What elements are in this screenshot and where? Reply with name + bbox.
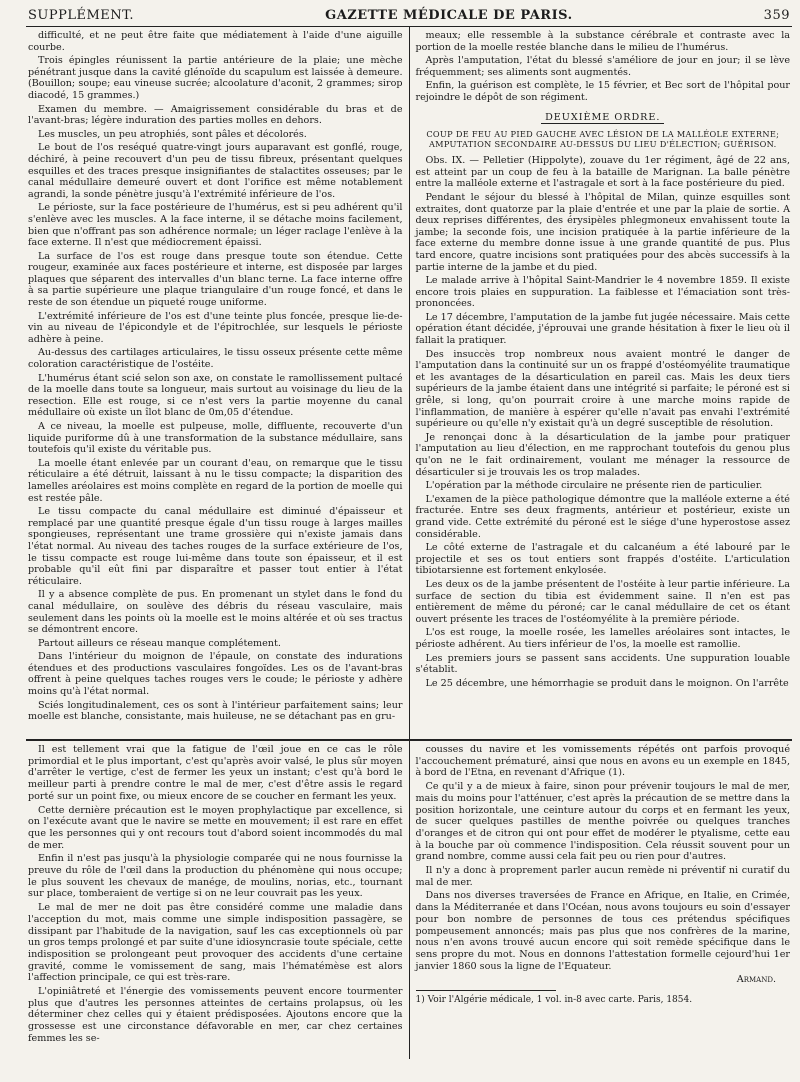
paragraph: Les premiers jours se passent sans accidents. Une suppuration louable s'établit. [415,652,790,676]
lower-right-text [416,744,791,972]
paragraph: Le bout de l'os reséqué quatre-vingt jours auparavant est gonflé, rouge, déchiré, à peine recouvert d'un peu de tissu fibreux, présentant quelques esquilles et des traces presque insignifiantes de stalactites osseuses; par le canal médullaire demeuré ouvert et dont l'orifice est même notablement agrandi, la sonde pénètre jusqu'à l'extrémité inférieure de l'os. [28,142,403,200]
order-heading [416,112,791,124]
paragraph: Dans nos diverses traversées de France en Afrique, en Italie, en Crimée, dans la Méditerranée et dans l'Océan, nous avons toujours eu soin d'essayer pour bon nombre de personnes de tous ces prétendus spécifiques pompeusement annoncés; mais pas plus que nos confrères de la marine, nous n'en avons trouvé aucun encore qui soit remède spécifique dans le sens propre du mot. Nous en donnons l'attestation formelle cejourd'hui 1er janvier 1860 sous la ligne de l'Equateur. [415,890,790,972]
header-section: SUPPLÉMENT. [28,8,135,23]
paragraph: Enfin, la guérison est complète, le 15 février, et Bec sort de l'hôpital pour rejoindre le dépôt de son régiment. [415,80,790,103]
paragraph: L'opération par la méthode circulaire ne présente rien de particulier. [425,480,763,492]
case-title: COUP DE FEU AU PIED GAUCHE AVEC LÉSION DE LA MALLÉOLE EXTERNE; AMPUTATION SECONDAIRE AU-DESSUS DU LIEU D'ÉLECTION; GUÉRISON. [426,129,780,150]
upper-section [26,27,792,741]
upper-right-column [409,27,793,739]
paragraph: Dans l'intérieur du moignon de l'épaule, on constate des indurations étendues et des productions vasculaires fongoïdes. Les os de l'avant-bras offrent à peine quelques taches rouges vers le coude; le périoste y adhère moins qu'à l'état normal. [28,651,403,698]
paragraph: L'extrémité inférieure de l'os est d'une teinte plus foncée, presque lie-de-vin au niveau de l'épicondyle et de l'épitrochlée, sur lesquels le périoste adhère à peine. [28,310,403,345]
paragraph: Des insuccès trop nombreux nous avaient montré le danger de l'amputation dans la continuité sur un os frappé d'ostéomyélite traumatique et les avantages de la désarticulation en pareil cas. Mais les deux tiers supérieurs de la jambe étaient dans une intégrité si parfaite; le péroné est si grêle, si long, qu'on pourrait croire à une marche moins rapide de l'inflammation, de manière à espérer qu'elle n'avait pas envahi l'extrémité supérieure ou qu'elle n'y existait qu'à un degré susceptible de résolution. [415,348,790,430]
observation-ix [416,155,791,689]
paragraph: Pendant le séjour du blessé à l'hôpital de Milan, quinze esquilles sont extraites, dont quatorze par la plaie d'entrée et une par la plaie de sortie. A deux reprises différentes, des érysipèles phlegmoneux envahissent toute la jambe; la seconde fois, une incision pratiquée à la partie inférieure de la face externe du membre donne issue à une grande quantité de pus. Plus tard encore, quatre incisions sont pratiquées pour des abcès successifs à la partie interne de la jambe et du pied. [415,191,790,273]
paragraph: Le 25 décembre, une hémorrhagie se produit dans le moignon. On l'arrête [425,677,789,689]
paragraph: Les muscles, un peu atrophiés, sont pâles et décolorés. [38,128,307,140]
paragraph: Il y a absence complète de pus. En promenant un stylet dans le fond du canal médullaire, on soulève des débris du réseau vasculaire, mais seulement dans les points où la moelle est le moins altérée et où ses tractus se démontrent encore. [28,589,403,636]
author-signature: Armand. [736,974,776,986]
lower-right-column [409,741,793,1059]
paragraph: Cette dernière précaution est le moyen prophylactique par excellence, si on l'exécute avant que le navire se mette en mouvement; il est rare en effet que les personnes qui y ont recours tout d'abord soient incommodés du mal de mer. [28,804,403,851]
paragraph: Ce qu'il y a de mieux à faire, sinon pour prévenir toujours le mal de mer, mais du moins pour l'atténuer, c'est après la précaution de se mettre dans la position horizontale, une ceinture autour du corps et en fermant les yeux, de sucer quelques pastilles de menthe poivrée ou quelques tranches d'oranges et de citron qui ont pour effet de modérer le ptyalisme, cette eau à la bouche par où commence l'indisposition. Cela réussit souvent pour un grand nombre, comme aussi cela fait peu ou rien pour d'autres. [415,781,790,863]
paragraph: Il est tellement vrai que la fatigue de l'œil joue en ce cas le rôle primordial et le plus important, c'est qu'après avoir valsé, le plus sûr moyen d'arrêter le vertige, c'est de fermer les yeux un instant; c'est qu'à bord le meilleur parti à prendre contre le mal de mer, c'est d'être assis le regard porté sur un point fixe, ou mieux encore de se coucher en fermant les yeux. [28,744,403,802]
paragraph: A ce niveau, la moelle est pulpeuse, molle, diffluente, recouverte d'un liquide puriforme dû à une transformation de la substance médullaire, sans toutefois qu'il existe du véritable pus. [28,421,403,456]
paragraph: L'os est rouge, la moelle rosée, les lamelles aréolaires sont intactes, le périoste adhérent. Au tiers inférieur de l'os, la moelle est ramollie. [415,627,790,650]
upper-left-column [26,27,409,739]
paragraph: L'humérus étant scié selon son axe, on constate le ramollissement pultacé de la moelle dans toute sa longueur, mais surtout au voisinage du lieu de la resection. Elle est rouge, si ce n'est vers la partie moyenne du canal médullaire où existe un îlot blanc de 0m,05 d'étendue. [28,372,403,419]
paragraph: meaux; elle ressemble à la substance cérébrale et contraste avec la portion de la moelle restée blanche dans le milieu de l'humérus. [415,30,790,53]
paragraph: difficulté, et ne peut être faite que médiatement à l'aide d'une aiguille courbe. [28,30,403,53]
paragraph: Obs. IX. — Pelletier (Hippolyte), zouave du 1er régiment, âgé de 22 ans, est atteint par un coup de feu à la bataille de Marignan. La balle pénètre entre la malléole externe et l'astragale et sort à la face postérieure du pied. [415,155,790,190]
paragraph: L'opiniâtreté et l'énergie des vomissements peuvent encore tourmenter plus que d'autres les personnes atteintes de certains prolapsus, où les déterminer chez celles qui y étaient prédisposées. Ajoutons encore que la grossesse est une circonstance défavorable en mer, car chez certaines femmes les se- [28,986,403,1044]
paragraph: Après l'amputation, l'état du blessé s'améliore de jour en jour; il se lève fréquemment; ses aliments sont augmentés. [415,55,790,78]
paragraph: Le mal de mer ne doit pas être considéré comme une maladie dans l'acception du mot, mais comme une simple indisposition passagère, se dissipant par l'habitude de la navigation, sauf les cas exceptionnels où par un gros temps prolongé et par suite d'une idiosyncrasie toute spéciale, cette indisposition se prolongeant peut provoquer des accidents d'une certaine gravité, comme le vomissement de sang, mais l'hématémèse est alors l'affection principale, ce qui est très-rare. [28,902,403,984]
footnote: 1) Voir l'Algérie médicale, 1 vol. in-8 avec carte. Paris, 1854. [415,995,693,1006]
paragraph: Au-dessus des cartilages articulaires, le tissu osseux présente cette même coloration caractéristique de l'ostéite. [28,347,403,371]
paragraph: Enfin il n'est pas jusqu'à la physiologie comparée qui ne nous fournisse la preuve du rôle de l'œil dans la production du phénomène qui nous occupe; le plus souvent les chevaux de manége, de moulins, norias, etc., tournant sur place, tomberaient de vertige si on ne leur couvrait pas les yeux. [28,853,403,900]
paragraph: Sciés longitudinalement, ces os sont à l'intérieur parfaitement sains; leur moelle est blanche, consistante, mais huileuse, ne se détachant pas en gru- [28,699,403,723]
paragraph: Je renonçai donc à la désarticulation de la jambe pour pratiquer l'amputation au lieu d'élection, en me rapprochant toutefois du genou plus qu'on ne le fait ordinairement, voulant me ménager la ressource de désarticuler si je trouvais les os trop malades. [415,431,790,478]
page-number: 359 [763,8,790,23]
paragraph: Partout ailleurs ce réseau manque complétement. [38,637,281,649]
paragraph: Il n'y a donc à proprement parler aucun remède ni préventif ni curatif du mal de mer. [415,865,790,888]
lower-left-column [26,741,409,1059]
paragraph: Le côté externe de l'astragale et du calcanéum a été labouré par le projectile et ses os tout entiers sont frappés d'ostéite. L'articulation tibiotarsienne est fortement enkylosée. [415,542,790,577]
lower-section [26,741,792,1059]
paragraph: Le malade arrive à l'hôpital Saint-Mandrier le 4 novembre 1859. Il existe encore trois plaies en suppuration. La faiblesse et l'émaciation sont très-prononcées. [415,275,790,310]
case-conclusion [416,30,791,104]
footnote-rule [416,990,556,991]
paragraph: Le 17 décembre, l'amputation de la jambe fut jugée nécessaire. Mais cette opération étant décidée, j'éprouvai une grande hésitation à fixer le lieu où il fallait la pratiquer. [415,311,790,347]
paragraph: La surface de l'os est rouge dans presque toute son étendue. Cette rougeur, examinée aux faces postérieure et interne, est disposée par larges plaques que séparent des intervalles d'un blanc terne. La face interne offre à sa partie supérieure une plaque triangulaire d'un rouge foncé, et dans le reste de son étendue un piqueté rouge uniforme. [28,250,403,309]
paragraph: Examen du membre. — Amaigrissement considérable du bras et de l'avant-bras; légère induration des parties molles en dehors. [28,103,403,127]
paragraph: Le périoste, sur la face postérieure de l'humérus, est si peu adhérent qu'il s'enlève avec les muscles. A la face interne, il se détache moins facilement, bien que n'offrant pas son adhérence normale; un léger raclage l'enlève à la face externe. Il n'est que médiocrement épaissi. [28,202,403,249]
order-heading-text: DEUXIÈME ORDRE. [541,112,664,124]
paragraph: Trois épingles réunissent la partie antérieure de la plaie; une mèche pénétrant jusque dans la cavité glénoïde du scapulum est laissée à demeure. (Bouillon; soupe; eau vineuse sucrée; alcoolature d'aconit, 2 grammes; sirop diacodé, 15 grammes.) [28,55,403,101]
paragraph: Le tissu compacte du canal médullaire est diminué d'épaisseur et remplacé par une quantité presque égale d'un tissu rouge à larges mailles spongieuses, représentant une trame grossière qui n'existe jamais dans l'état normal. Au niveau des taches rouges de la surface extérieure de l'os, le tissu compacte est rouge lui-même dans toute son épaisseur, et il est probable qu'il eût fini par disparaître et passer tout entier à l'état réticulaire. [28,506,403,587]
paragraph: L'examen de la pièce pathologique démontre que la malléole externe a été fracturée. Entre ses deux fragments, antérieur et postérieur, existe un grand vide. Cette extrémité du péroné est le siége d'une hyperostose assez considérable. [415,493,790,540]
journal-title: GAZETTE MÉDICALE DE PARIS. [325,8,573,23]
paragraph: La moelle étant enlevée par un courant d'eau, on remarque que le tissu réticulaire a été détruit, laissant à nu le tissu compacte; la disparition des lamelles aréolaires est moins complète en regard de la portion de moelle qui est restée pâle. [28,457,403,504]
running-header [26,8,792,27]
paragraph: Les deux os de la jambe présentent de l'ostéite à leur partie inférieure. La surface de section du tibia est évidemment saine. Il n'en est pas entièrement de même du péroné; car le canal médullaire de cet os étant ouvert présente les traces de l'ostéomyélite à la première période. [415,578,790,625]
paragraph: cousses du navire et les vomissements répétés ont parfois provoqué l'accouchement prématuré, ainsi que nous en avons eu un exemple en 1845, à bord de l'Etna, en revenant d'Afrique (1). [415,744,790,779]
